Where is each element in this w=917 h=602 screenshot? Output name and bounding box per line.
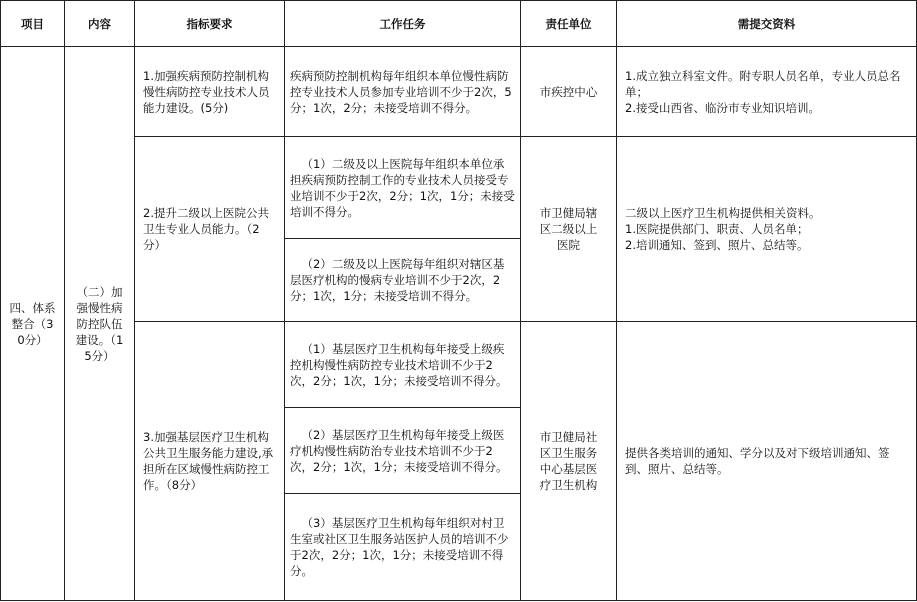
materials-cell: 提供各类培训的通知、学分以及对下级培训通知、签到、照片、总结等。 [617,322,917,601]
materials-line: 1.成立独立科室文件。附专职人员名单，专业人员总名单； [625,68,901,99]
header-task: 工作任务 [285,1,521,47]
materials-line: 1.医院提供部门、职责、人员名单； [625,222,809,236]
materials-line: 2.接受山西省、临汾市专业知识培训。 [625,100,820,115]
header-materials: 需提交资料 [617,1,917,47]
header-indicator: 指标要求 [135,1,285,47]
table-row [1,137,917,239]
table-row [1,47,917,137]
unit-cell: 市卫健局社区卫生服务中心基层医疗卫生机构 [521,322,617,601]
unit-cell: 市疾控中心 [521,47,617,137]
task-cell: 疾病预防控制机构每年组织本单位慢性病防控专业技术人员参加专业培训不少于2次，5分；1次，2分；未接受培训不得分。 [285,47,521,137]
header-project: 项目 [1,1,65,47]
task-cell: （3）基层医疗卫生机构每年组织对村卫生室或社区卫生服务站医护人员的培训不少于2次，2分；1次，1分；未接受培训不得分。 [285,494,521,601]
indicator-cell: 3.加强基层医疗卫生机构公共卫生服务能力建设,承担所在区域慢性病防控工作。（8分） [135,322,285,601]
task-cell: （1）二级及以上医院每年组织本单位承担疾病预防控制工作的专业技术人员接受专业培训不少于2次，2分；1次，1分；未接受培训不得分。 [285,137,521,239]
content-cell: （二）加强慢性病防控队伍建设。（15分） [65,47,135,601]
header-unit: 责任单位 [521,1,617,47]
materials-cell [617,47,917,137]
indicator-cell: 2.提升二级以上医院公共卫生专业人员能力。（2分） [135,137,285,322]
task-cell: （2）二级及以上医院每年组织对辖区基层医疗机构的慢病专业培训不少于2次，2分；1次，1分；未接受培训不得分。 [285,239,521,322]
materials-line: 二级以上医疗卫生机构提供相关资料。 [625,206,821,220]
task-cell: （1）基层医疗卫生机构每年接受上级疾控机构慢性病防控专业技术培训不少于2次，2分；1次，1分；未接受培训不得分。 [285,322,521,408]
table-row [1,322,917,408]
header-content: 内容 [65,1,135,47]
indicator-cell: 1.加强疾病预防控制机构慢性病防控专业技术人员能力建设。(5分) [135,47,285,137]
materials-line: 2.培训通知、签到、照片、总结等。 [625,238,809,252]
project-cell: 四、体系整合（30分） [1,47,65,601]
unit-cell: 市卫健局辖区二级以上医院 [521,137,617,322]
task-cell: （2）基层医疗卫生机构每年接受上级医疗机构慢性病防治专业技术培训不少于2次，2分；1次，1分；未接受培训不得分。 [285,408,521,494]
materials-cell [617,137,917,322]
header-row [1,1,917,47]
